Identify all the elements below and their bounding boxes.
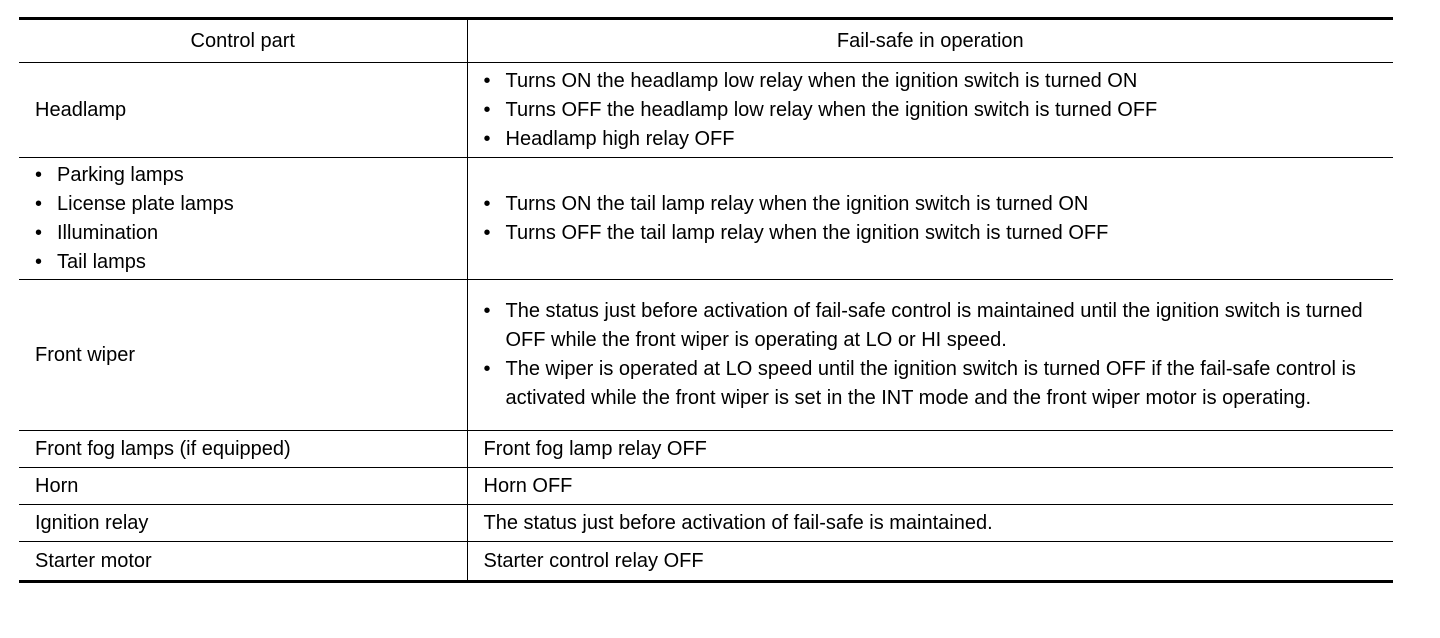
- table-row: [19, 63, 1393, 158]
- table-row: [19, 158, 1393, 280]
- list-item: • Illumination: [35, 219, 451, 248]
- fail-safe-cell: [467, 280, 1393, 431]
- table-row: [19, 542, 1393, 582]
- fail-safe-cell: [467, 158, 1393, 280]
- bullet-list: [484, 67, 1378, 154]
- list-item: • The wiper is operated at LO speed until the ignition switch is turned OFF if the fail-safe control is activated while the front wiper is set in the INT mode and the front wiper motor is operating.: [484, 355, 1378, 413]
- control-part-cell: Front fog lamps (if equipped): [19, 431, 467, 468]
- table-row: [19, 280, 1393, 431]
- fail-safe-cell: Starter control relay OFF: [467, 542, 1393, 582]
- control-part-cell: Front wiper: [19, 280, 467, 431]
- list-item: • Tail lamps: [35, 248, 451, 277]
- control-part-cell: Starter motor: [19, 542, 467, 582]
- list-item: • License plate lamps: [35, 190, 451, 219]
- control-part-cell: Ignition relay: [19, 505, 467, 542]
- list-item: • Turns ON the headlamp low relay when the ignition switch is turned ON: [484, 67, 1378, 96]
- fail-safe-cell: [467, 63, 1393, 158]
- table-row: [19, 431, 1393, 468]
- fail-safe-table: [19, 17, 1393, 583]
- fail-safe-cell: The status just before activation of fail-safe is maintained.: [467, 505, 1393, 542]
- control-part-cell: Headlamp: [19, 63, 467, 158]
- table-row: [19, 505, 1393, 542]
- control-part-cell: [19, 158, 467, 280]
- list-item: • The status just before activation of fail-safe control is maintained until the ignition switch is turned OFF while the front wiper is operating at LO or HI speed.: [484, 297, 1378, 355]
- column-header-control-part: Control part: [19, 19, 467, 63]
- list-item: • Turns OFF the tail lamp relay when the ignition switch is turned OFF: [484, 219, 1378, 248]
- list-item: • Turns ON the tail lamp relay when the ignition switch is turned ON: [484, 190, 1378, 219]
- fail-safe-cell: Horn OFF: [467, 468, 1393, 505]
- table-header-row: [19, 19, 1393, 63]
- list-item: • Parking lamps: [35, 161, 451, 190]
- list-item: • Turns OFF the headlamp low relay when the ignition switch is turned OFF: [484, 96, 1378, 125]
- column-header-fail-safe: Fail-safe in operation: [467, 19, 1393, 63]
- bullet-list: [484, 297, 1378, 413]
- control-part-cell: Horn: [19, 468, 467, 505]
- table-row: [19, 468, 1393, 505]
- fail-safe-cell: Front fog lamp relay OFF: [467, 431, 1393, 468]
- list-item: • Headlamp high relay OFF: [484, 125, 1378, 154]
- bullet-list: [484, 190, 1378, 248]
- bullet-list: [35, 161, 451, 277]
